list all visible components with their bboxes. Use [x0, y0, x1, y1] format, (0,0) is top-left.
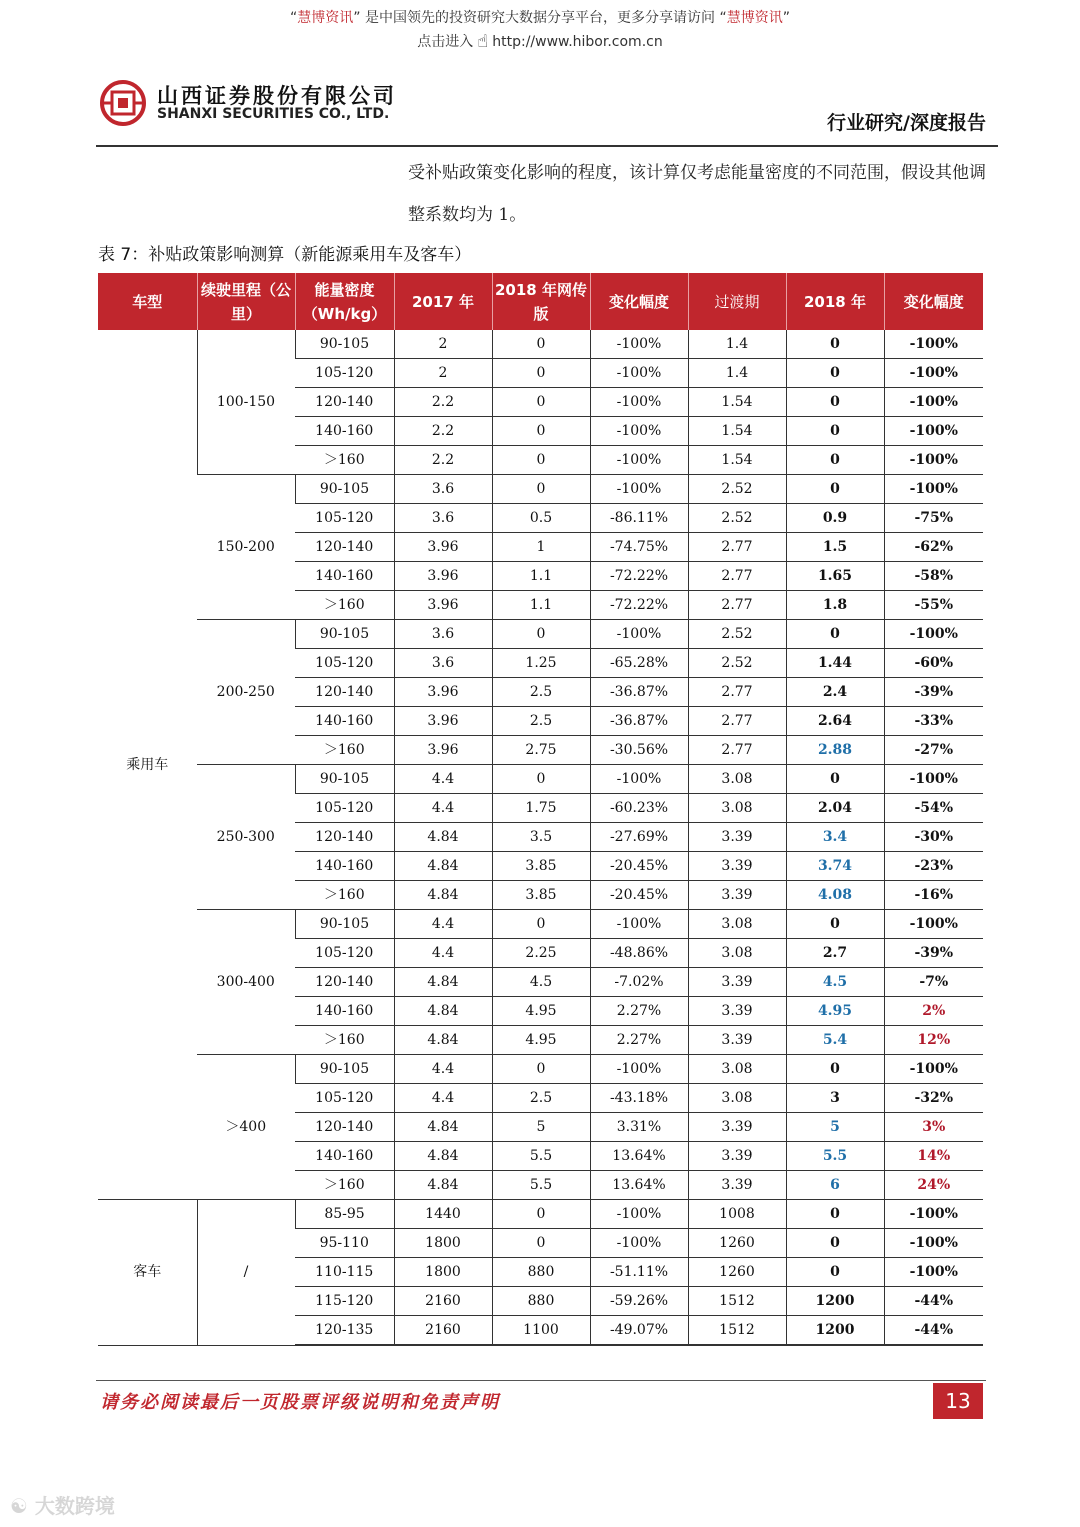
table-cell: 4.4: [394, 1055, 492, 1084]
table-cell: 2: [394, 359, 492, 388]
table-cell: 4.5: [786, 968, 884, 997]
table-cell: 2160: [394, 1316, 492, 1346]
table-cell: 0: [786, 910, 884, 939]
table-cell: 3.39: [688, 881, 786, 910]
table-cell: 95-110: [295, 1229, 394, 1258]
table-cell: 4.84: [394, 1171, 492, 1200]
table-cell: 120-140: [295, 678, 394, 707]
table-cell: 12%: [884, 1026, 983, 1055]
table-cell: 120-140: [295, 823, 394, 852]
table-cell: 120-140: [295, 533, 394, 562]
table-cell: 1200: [786, 1287, 884, 1316]
table-cell: 140-160: [295, 997, 394, 1026]
table-cell: 0: [786, 330, 884, 359]
table-cell: 4.4: [394, 1084, 492, 1113]
table-cell: -30.56%: [590, 736, 688, 765]
table-cell: 1.8: [786, 591, 884, 620]
banner-quote-close: ”: [782, 10, 790, 26]
table-cell: 0: [492, 620, 590, 649]
table-row: [98, 765, 983, 794]
table-cell: 140-160: [295, 852, 394, 881]
table-row: [98, 620, 983, 649]
table-cell: 3.08: [688, 1084, 786, 1113]
table-cell: ＞160: [295, 1026, 394, 1055]
table-cell: 3.39: [688, 852, 786, 881]
table-cell: -100%: [884, 330, 983, 359]
table-cell: 3: [786, 1084, 884, 1113]
table-cell: 2.88: [786, 736, 884, 765]
table-cell: ＞160: [295, 736, 394, 765]
table-row: [98, 1055, 983, 1084]
table-cell: 2.77: [688, 736, 786, 765]
table-cell: 3.74: [786, 852, 884, 881]
table-cell: 4.95: [492, 1026, 590, 1055]
table-cell: 0: [786, 765, 884, 794]
table-cell: 1.25: [492, 649, 590, 678]
table-cell: 1.1: [492, 591, 590, 620]
table-cell: -33%: [884, 707, 983, 736]
table-cell: 2.2: [394, 446, 492, 475]
subsidy-table: [98, 273, 983, 1346]
table-cell: 880: [492, 1287, 590, 1316]
table-caption: 表 7：补贴政策影响测算（新能源乘用车及客车）: [98, 245, 472, 265]
table-cell: 0: [786, 1055, 884, 1084]
table-cell: 880: [492, 1258, 590, 1287]
range-group-cell: 300-400: [197, 910, 295, 1055]
table-cell: 1200: [786, 1316, 884, 1346]
table-cell: -23%: [884, 852, 983, 881]
table-cell: -100%: [884, 1200, 983, 1229]
table-cell: 3.39: [688, 1171, 786, 1200]
table-cell: 3.31%: [590, 1113, 688, 1142]
table-cell: 2.77: [688, 533, 786, 562]
table-cell: 3.85: [492, 852, 590, 881]
table-row: [98, 330, 983, 359]
table-cell: 3.39: [688, 1113, 786, 1142]
table-cell: 0: [786, 620, 884, 649]
table-cell: 0.9: [786, 504, 884, 533]
table-cell: -72.22%: [590, 591, 688, 620]
table-cell: 0: [492, 1200, 590, 1229]
table-cell: 1.4: [688, 359, 786, 388]
table-cell: 2.5: [492, 678, 590, 707]
table-cell: 4.84: [394, 1142, 492, 1171]
table-cell: 90-105: [295, 765, 394, 794]
table-cell: -100%: [884, 1258, 983, 1287]
range-group-cell: 100-150: [197, 330, 295, 475]
table-cell: 0: [786, 475, 884, 504]
table-cell: -20.45%: [590, 852, 688, 881]
table-cell: 0: [786, 1200, 884, 1229]
table-cell: -51.11%: [590, 1258, 688, 1287]
table-cell: 4.95: [786, 997, 884, 1026]
table-cell: -49.07%: [590, 1316, 688, 1346]
table-cell: -54%: [884, 794, 983, 823]
table-cell: 1.54: [688, 388, 786, 417]
table-cell: 13.64%: [590, 1142, 688, 1171]
table-cell: -100%: [590, 417, 688, 446]
table-row: [98, 475, 983, 504]
table-cell: -100%: [884, 359, 983, 388]
table-cell: 120-135: [295, 1316, 394, 1346]
table-cell: -60%: [884, 649, 983, 678]
range-group-cell: 250-300: [197, 765, 295, 910]
table-cell: 3.6: [394, 475, 492, 504]
banner-quote: “: [290, 10, 298, 26]
table-cell: 3.96: [394, 678, 492, 707]
table-cell: -39%: [884, 939, 983, 968]
watermark: [10, 1490, 115, 1519]
table-cell: 1.44: [786, 649, 884, 678]
table-cell: -100%: [590, 620, 688, 649]
table-cell: 4.5: [492, 968, 590, 997]
table-cell: 105-120: [295, 359, 394, 388]
table-cell: 2.4: [786, 678, 884, 707]
table-cell: 2.5: [492, 707, 590, 736]
table-cell: 1512: [688, 1316, 786, 1346]
pointer-hand-icon: ☝: [477, 31, 489, 52]
page-number: 13: [933, 1383, 983, 1419]
table-cell: -72.22%: [590, 562, 688, 591]
table-cell: 90-105: [295, 330, 394, 359]
table-cell: 3.39: [688, 823, 786, 852]
table-cell: -27.69%: [590, 823, 688, 852]
table-cell: -100%: [590, 1229, 688, 1258]
table-cell: 0: [786, 359, 884, 388]
table-cell: 1: [492, 533, 590, 562]
range-group-cell: ＞400: [197, 1055, 295, 1200]
table-cell: 3.39: [688, 1026, 786, 1055]
table-cell: 1260: [688, 1229, 786, 1258]
table-cell: -7%: [884, 968, 983, 997]
table-cell: -100%: [590, 330, 688, 359]
table-cell: -100%: [590, 475, 688, 504]
banner-brand[interactable]: 慧博资讯: [297, 10, 354, 26]
header-cell: 续驶里程（公里）: [197, 273, 295, 330]
table-cell: 5.4: [786, 1026, 884, 1055]
table-cell: 2.52: [688, 620, 786, 649]
table-cell: 5: [786, 1113, 884, 1142]
table-cell: 1800: [394, 1258, 492, 1287]
table-cell: 3.96: [394, 707, 492, 736]
table-cell: 2.2: [394, 417, 492, 446]
table-cell: 140-160: [295, 417, 394, 446]
table-cell: 2.52: [688, 504, 786, 533]
table-cell: 0: [492, 388, 590, 417]
table-cell: 5.5: [492, 1142, 590, 1171]
table-cell: -55%: [884, 591, 983, 620]
vehicle-type-cell: 乘用车: [98, 330, 197, 1200]
table-cell: 2.77: [688, 707, 786, 736]
table-cell: 3.6: [394, 649, 492, 678]
table-cell: 2.27%: [590, 997, 688, 1026]
table-cell: 3.96: [394, 533, 492, 562]
disclaimer-text: 请务必阅读最后一页股票评级说明和免责声明: [100, 1392, 500, 1413]
banner-url-link[interactable]: http://www.hibor.com.cn: [492, 34, 663, 50]
vehicle-type-cell: 客车: [98, 1200, 197, 1346]
table-row: [98, 910, 983, 939]
top-banner: [0, 6, 1080, 54]
table-cell: 1.54: [688, 446, 786, 475]
table-cell: 110-115: [295, 1258, 394, 1287]
table-cell: 120-140: [295, 388, 394, 417]
table-cell: 2%: [884, 997, 983, 1026]
table-cell: 4.84: [394, 1026, 492, 1055]
table-cell: 5: [492, 1113, 590, 1142]
table-cell: -39%: [884, 678, 983, 707]
table-cell: 90-105: [295, 910, 394, 939]
table-cell: 0: [786, 388, 884, 417]
table-cell: -100%: [590, 359, 688, 388]
table-cell: 0: [492, 765, 590, 794]
table-cell: -100%: [590, 1055, 688, 1084]
footer-divider: [96, 1380, 986, 1381]
table-cell: -100%: [590, 1200, 688, 1229]
table-cell: 24%: [884, 1171, 983, 1200]
table-cell: 3.08: [688, 1055, 786, 1084]
banner-line-2: [0, 30, 1080, 54]
table-cell: 1008: [688, 1200, 786, 1229]
table-cell: -100%: [884, 475, 983, 504]
table-cell: 4.84: [394, 997, 492, 1026]
watermark-text: 大数跨境: [34, 1494, 115, 1518]
table-cell: 2.7: [786, 939, 884, 968]
table-cell: ＞160: [295, 591, 394, 620]
table-cell: -27%: [884, 736, 983, 765]
table-cell: 1.75: [492, 794, 590, 823]
table-cell: 2.77: [688, 562, 786, 591]
table-cell: -44%: [884, 1316, 983, 1346]
table-cell: 2.27%: [590, 1026, 688, 1055]
table-cell: 13.64%: [590, 1171, 688, 1200]
table-cell: 2.52: [688, 475, 786, 504]
table-cell: 4.84: [394, 881, 492, 910]
table-cell: -30%: [884, 823, 983, 852]
company-name-en: SHANXI SECURITIES CO., LTD.: [157, 106, 390, 122]
table-cell: 140-160: [295, 562, 394, 591]
table-cell: 4.4: [394, 910, 492, 939]
table-cell: -100%: [884, 910, 983, 939]
table-cell: 2160: [394, 1287, 492, 1316]
table-cell: 3.85: [492, 881, 590, 910]
table-cell: 105-120: [295, 794, 394, 823]
table-cell: 3.08: [688, 794, 786, 823]
table-cell: 120-140: [295, 1113, 394, 1142]
table-cell: 140-160: [295, 707, 394, 736]
table-cell: 2.77: [688, 678, 786, 707]
table-cell: -75%: [884, 504, 983, 533]
table-cell: 0: [786, 1229, 884, 1258]
table-cell: 0: [492, 1229, 590, 1258]
table-cell: -74.75%: [590, 533, 688, 562]
table-cell: -65.28%: [590, 649, 688, 678]
table-cell: 1800: [394, 1229, 492, 1258]
range-group-cell: 200-250: [197, 620, 295, 765]
table-cell: 4.08: [786, 881, 884, 910]
table-cell: 2.64: [786, 707, 884, 736]
table-cell: 2.25: [492, 939, 590, 968]
table-cell: 0.5: [492, 504, 590, 533]
table-cell: 90-105: [295, 475, 394, 504]
body-paragraph: 受补贴政策变化影响的程度，该计算仅考虑能量密度的不同范围，假设其他调整系数均为 1。: [408, 163, 986, 225]
header-cell: 变化幅度: [590, 273, 688, 330]
table-cell: -100%: [884, 417, 983, 446]
table-cell: 1.5: [786, 533, 884, 562]
header-cell: 2017 年: [394, 273, 492, 330]
table-cell: -100%: [590, 446, 688, 475]
table-cell: 3.6: [394, 504, 492, 533]
table-cell: 140-160: [295, 1142, 394, 1171]
table-cell: -100%: [884, 1229, 983, 1258]
table-cell: -43.18%: [590, 1084, 688, 1113]
watermark-logo-icon: ☯: [10, 1494, 28, 1518]
table-cell: 3.4: [786, 823, 884, 852]
table-cell: -100%: [590, 910, 688, 939]
table-cell: 5.5: [492, 1171, 590, 1200]
table-cell: 90-105: [295, 1055, 394, 1084]
banner-enter-text: 点击进入: [417, 34, 474, 50]
report-type: 行业研究/深度报告: [827, 112, 986, 134]
table-cell: 2.2: [394, 388, 492, 417]
table-cell: 14%: [884, 1142, 983, 1171]
table-cell: 3.6: [394, 620, 492, 649]
company-name-cn: 山西证券股份有限公司: [157, 84, 397, 108]
table-cell: 3.39: [688, 1142, 786, 1171]
range-group-cell: 150-200: [197, 475, 295, 620]
table-cell: 105-120: [295, 939, 394, 968]
table-cell: 3.08: [688, 765, 786, 794]
table-cell: 4.95: [492, 997, 590, 1026]
table-cell: 5.5: [786, 1142, 884, 1171]
table-cell: ＞160: [295, 881, 394, 910]
table-cell: 0: [492, 446, 590, 475]
table-cell: 1440: [394, 1200, 492, 1229]
header-divider: [96, 145, 998, 147]
table-cell: -7.02%: [590, 968, 688, 997]
table-cell: 3.39: [688, 997, 786, 1026]
table-cell: 0: [492, 475, 590, 504]
table-cell: 4.4: [394, 939, 492, 968]
table-cell: 1.54: [688, 417, 786, 446]
table-cell: 4.4: [394, 765, 492, 794]
table-cell: -100%: [884, 446, 983, 475]
table-cell: 115-120: [295, 1287, 394, 1316]
header-cell: 变化幅度: [884, 273, 983, 330]
table-cell: 0: [492, 359, 590, 388]
table-cell: 105-120: [295, 504, 394, 533]
table-cell: 4.84: [394, 852, 492, 881]
table-cell: -100%: [590, 765, 688, 794]
table-cell: -60.23%: [590, 794, 688, 823]
table-cell: -62%: [884, 533, 983, 562]
table-cell: 3%: [884, 1113, 983, 1142]
table-cell: 90-105: [295, 620, 394, 649]
table-cell: 2.04: [786, 794, 884, 823]
table-cell: 0: [492, 1055, 590, 1084]
table-cell: 2: [394, 330, 492, 359]
table-cell: 1.4: [688, 330, 786, 359]
header-cell: 车型: [98, 273, 197, 330]
table-cell: 0: [786, 446, 884, 475]
table-cell: 0: [786, 417, 884, 446]
table-cell: -100%: [884, 388, 983, 417]
table-cell: 0: [492, 417, 590, 446]
table-cell: -59.26%: [590, 1287, 688, 1316]
banner-brand-2[interactable]: 慧博资讯: [726, 10, 783, 26]
table-cell: 3.08: [688, 910, 786, 939]
banner-line-1: [0, 6, 1080, 30]
header-cell: 过渡期: [688, 273, 786, 330]
header-cell: 能量密度（Wh/kg）: [295, 273, 394, 330]
table-cell: 0: [492, 330, 590, 359]
table-cell: 2.5: [492, 1084, 590, 1113]
table-cell: 3.5: [492, 823, 590, 852]
header-cell: 2018 年: [786, 273, 884, 330]
company-logo-icon: [100, 80, 146, 126]
table-cell: 2.77: [688, 591, 786, 620]
table-cell: -100%: [884, 1055, 983, 1084]
table-cell: ＞160: [295, 446, 394, 475]
table-cell: 2.75: [492, 736, 590, 765]
table-cell: -36.87%: [590, 707, 688, 736]
table-header-row: [98, 273, 983, 330]
table-cell: 120-140: [295, 968, 394, 997]
table-cell: -16%: [884, 881, 983, 910]
table-cell: 4.84: [394, 968, 492, 997]
table-cell: -36.87%: [590, 678, 688, 707]
table-cell: ＞160: [295, 1171, 394, 1200]
table-cell: -100%: [590, 388, 688, 417]
header-cell: 2018 年网传版: [492, 273, 590, 330]
table-cell: -48.86%: [590, 939, 688, 968]
table-row: [98, 1200, 983, 1229]
table-cell: -58%: [884, 562, 983, 591]
table-cell: -100%: [884, 620, 983, 649]
table-cell: -44%: [884, 1287, 983, 1316]
table-cell: 105-120: [295, 1084, 394, 1113]
table-cell: 1260: [688, 1258, 786, 1287]
table-cell: 4.84: [394, 1113, 492, 1142]
table-cell: 3.39: [688, 968, 786, 997]
banner-text: ” 是中国领先的投资研究大数据分享平台，更多分享请访问 “: [353, 10, 727, 26]
table-cell: 3.96: [394, 736, 492, 765]
table-cell: 4.4: [394, 794, 492, 823]
table-cell: 1512: [688, 1287, 786, 1316]
table-cell: 2.52: [688, 649, 786, 678]
table-cell: 3.96: [394, 591, 492, 620]
range-group-cell: /: [197, 1200, 295, 1346]
table-cell: 105-120: [295, 649, 394, 678]
table-cell: 4.84: [394, 823, 492, 852]
table-cell: -86.11%: [590, 504, 688, 533]
table-cell: -32%: [884, 1084, 983, 1113]
table-cell: -100%: [884, 765, 983, 794]
table-cell: 85-95: [295, 1200, 394, 1229]
table-cell: -20.45%: [590, 881, 688, 910]
table-cell: 1.65: [786, 562, 884, 591]
table-cell: 6: [786, 1171, 884, 1200]
table-cell: 1100: [492, 1316, 590, 1346]
table-cell: 3.08: [688, 939, 786, 968]
table-cell: 3.96: [394, 562, 492, 591]
table-cell: 1.1: [492, 562, 590, 591]
table-cell: 0: [492, 910, 590, 939]
table-cell: 0: [786, 1258, 884, 1287]
